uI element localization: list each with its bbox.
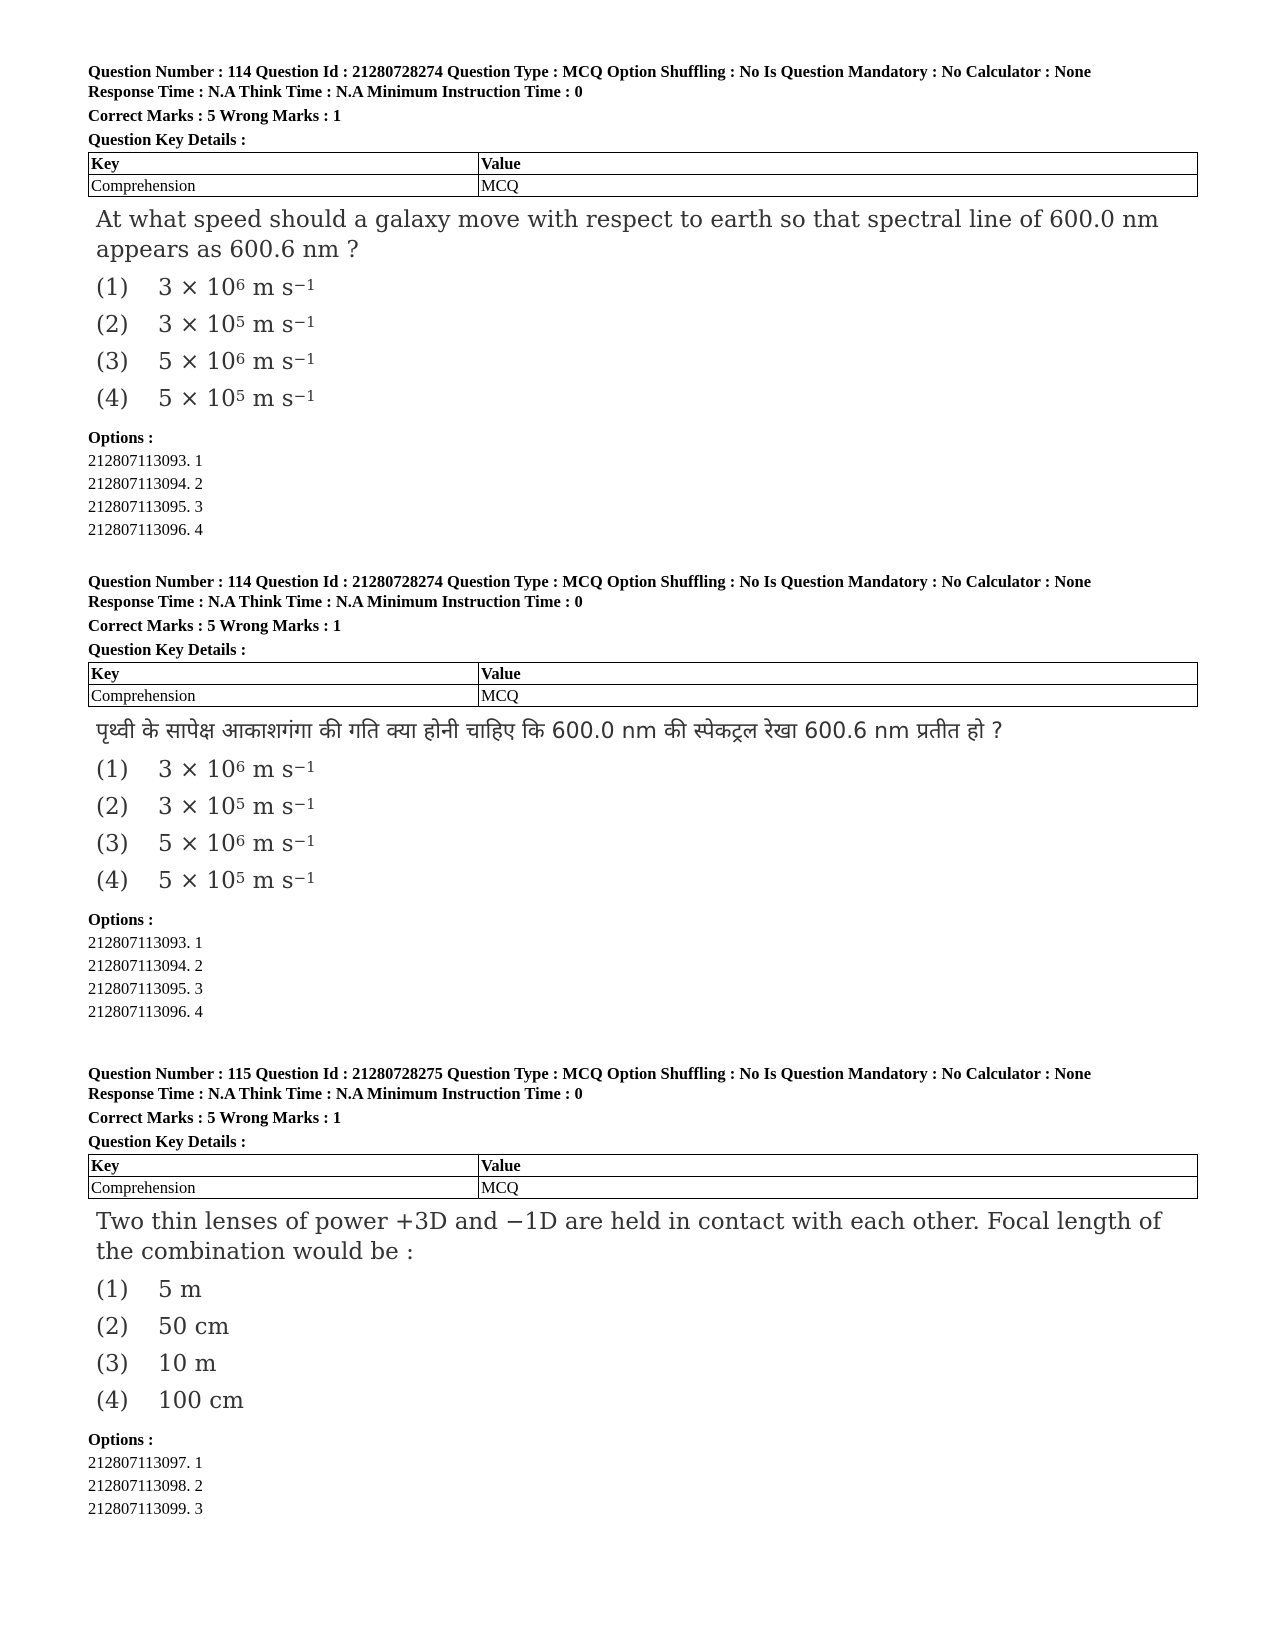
options-label: Options : xyxy=(88,428,154,447)
answer-choice xyxy=(96,1308,1198,1345)
choice-unit-exponent: −1 xyxy=(293,275,316,294)
marks-line: Correct Marks : 5 Wrong Marks : 1 xyxy=(88,1108,342,1127)
answer-choice xyxy=(96,751,1198,788)
choice-exponent: 5 xyxy=(235,386,246,405)
choice-unit: m s xyxy=(245,756,294,783)
option-id: 212807113094. 2 xyxy=(88,956,203,975)
option-id: 212807113098. 2 xyxy=(88,1476,203,1495)
question-meta xyxy=(88,1064,1198,1152)
option-id: 212807113099. 3 xyxy=(88,1499,203,1518)
choice-unit: m s xyxy=(245,830,294,857)
choice-text: 50 cm xyxy=(158,1313,230,1340)
option-id: 212807113095. 3 xyxy=(88,497,203,516)
choice-exponent: 6 xyxy=(235,349,246,368)
choice-text: 100 cm xyxy=(158,1387,244,1414)
question-meta-line-2: Response Time : N.A Think Time : N.A Minimum Instruction Time : 0 xyxy=(88,82,583,101)
choice-unit-exponent: −1 xyxy=(293,312,316,331)
question-meta-line-1: Question Number : 114 Question Id : 21280728274 Question Type : MCQ Option Shuffling : No Is Question Mandatory : No Calculator : None xyxy=(88,62,1092,81)
option-id: 212807113095. 3 xyxy=(88,979,203,998)
choice-unit: m s xyxy=(245,348,294,375)
value-cell: MCQ xyxy=(479,1177,1198,1199)
choice-coefficient: 5 × 10 xyxy=(158,830,236,857)
choice-coefficient: 5 × 10 xyxy=(158,867,236,894)
choice-unit-exponent: −1 xyxy=(293,794,316,813)
option-id: 212807113096. 4 xyxy=(88,1002,203,1021)
value-header: Value xyxy=(479,1155,1198,1177)
choice-unit-exponent: −1 xyxy=(293,757,316,776)
choice-exponent: 6 xyxy=(235,275,246,294)
answer-choices xyxy=(96,269,1198,417)
choice-number: (1) xyxy=(96,1276,129,1303)
choice-number: (4) xyxy=(96,1387,129,1414)
option-id: 212807113096. 4 xyxy=(88,520,203,539)
choice-coefficient: 3 × 10 xyxy=(158,756,236,783)
key-cell: Comprehension xyxy=(89,1177,479,1199)
answer-choices xyxy=(96,1271,1198,1419)
choice-unit-exponent: −1 xyxy=(293,349,316,368)
options-label: Options : xyxy=(88,910,154,929)
option-id: 212807113093. 1 xyxy=(88,451,203,470)
option-id: 212807113097. 1 xyxy=(88,1453,203,1472)
choice-unit: m s xyxy=(245,274,294,301)
answer-choice xyxy=(96,1271,1198,1308)
answer-choices xyxy=(96,751,1198,899)
question-meta-line-2: Response Time : N.A Think Time : N.A Minimum Instruction Time : 0 xyxy=(88,1084,583,1103)
choice-exponent: 5 xyxy=(235,794,246,813)
choice-number: (2) xyxy=(96,311,129,338)
answer-choice xyxy=(96,1345,1198,1382)
question-meta-line-1: Question Number : 115 Question Id : 21280728275 Question Type : MCQ Option Shuffling : No Is Question Mandatory : No Calculator : None xyxy=(88,1064,1092,1083)
key-details-table xyxy=(88,152,1198,197)
choice-coefficient: 5 × 10 xyxy=(158,348,236,375)
key-cell: Comprehension xyxy=(89,685,479,707)
question-text: At what speed should a galaxy move with respect to earth so that spectral line of 600.0 nm appears as 600.6 nm ? xyxy=(96,207,1159,263)
question-text: पृथ्वी के सापेक्ष आकाशगंगा की गति क्या होनी चाहिए कि 600.0 nm की स्पेकट्रल रेखा 600.6 nm प्रतीत हो ? xyxy=(96,719,1003,744)
option-id: 212807113093. 1 xyxy=(88,933,203,952)
key-header: Key xyxy=(89,663,479,685)
choice-unit-exponent: −1 xyxy=(293,831,316,850)
choice-coefficient: 3 × 10 xyxy=(158,311,236,338)
choice-number: (2) xyxy=(96,793,129,820)
choice-unit: m s xyxy=(245,793,294,820)
question-block-114-english xyxy=(88,62,1198,541)
choice-text: 5 m xyxy=(158,1276,202,1303)
choice-unit-exponent: −1 xyxy=(293,386,316,405)
answer-choice xyxy=(96,825,1198,862)
value-header: Value xyxy=(479,663,1198,685)
question-block-115-english xyxy=(88,1064,1198,1520)
value-cell: MCQ xyxy=(479,685,1198,707)
value-header: Value xyxy=(479,153,1198,175)
value-cell: MCQ xyxy=(479,175,1198,197)
marks-line: Correct Marks : 5 Wrong Marks : 1 xyxy=(88,106,342,125)
choice-exponent: 5 xyxy=(235,868,246,887)
choice-number: (3) xyxy=(96,348,129,375)
choice-number: (4) xyxy=(96,385,129,412)
question-meta-line-2: Response Time : N.A Think Time : N.A Minimum Instruction Time : 0 xyxy=(88,592,583,611)
choice-exponent: 6 xyxy=(235,831,246,850)
key-header: Key xyxy=(89,1155,479,1177)
choice-exponent: 6 xyxy=(235,757,246,776)
choice-number: (2) xyxy=(96,1313,129,1340)
choice-unit: m s xyxy=(245,867,294,894)
answer-choice xyxy=(96,1382,1198,1419)
choice-text: 10 m xyxy=(158,1350,217,1377)
answer-choice xyxy=(96,788,1198,825)
answer-choice xyxy=(96,862,1198,899)
answer-choice xyxy=(96,343,1198,380)
answer-choice xyxy=(96,269,1198,306)
question-meta xyxy=(88,62,1198,150)
question-text: Two thin lenses of power +3D and −1D are held in contact with each other. Focal length of the combination would be : xyxy=(96,1209,1162,1265)
choice-number: (3) xyxy=(96,830,129,857)
key-details-table xyxy=(88,662,1198,707)
key-details-table xyxy=(88,1154,1198,1199)
choice-number: (3) xyxy=(96,1350,129,1377)
key-details-label: Question Key Details : xyxy=(88,130,247,149)
choice-exponent: 5 xyxy=(235,312,246,331)
choice-unit: m s xyxy=(245,311,294,338)
question-meta xyxy=(88,572,1198,660)
question-block-114-hindi xyxy=(88,572,1198,1023)
choice-number: (4) xyxy=(96,867,129,894)
question-meta-line-1: Question Number : 114 Question Id : 21280728274 Question Type : MCQ Option Shuffling : No Is Question Mandatory : No Calculator : None xyxy=(88,572,1092,591)
choice-coefficient: 5 × 10 xyxy=(158,385,236,412)
key-cell: Comprehension xyxy=(89,175,479,197)
key-details-label: Question Key Details : xyxy=(88,1132,247,1151)
choice-number: (1) xyxy=(96,756,129,783)
options-label: Options : xyxy=(88,1430,154,1449)
answer-choice xyxy=(96,380,1198,417)
option-id: 212807113094. 2 xyxy=(88,474,203,493)
marks-line: Correct Marks : 5 Wrong Marks : 1 xyxy=(88,616,342,635)
choice-number: (1) xyxy=(96,274,129,301)
choice-coefficient: 3 × 10 xyxy=(158,793,236,820)
key-header: Key xyxy=(89,153,479,175)
answer-choice xyxy=(96,306,1198,343)
key-details-label: Question Key Details : xyxy=(88,640,247,659)
choice-coefficient: 3 × 10 xyxy=(158,274,236,301)
choice-unit: m s xyxy=(245,385,294,412)
choice-unit-exponent: −1 xyxy=(293,868,316,887)
